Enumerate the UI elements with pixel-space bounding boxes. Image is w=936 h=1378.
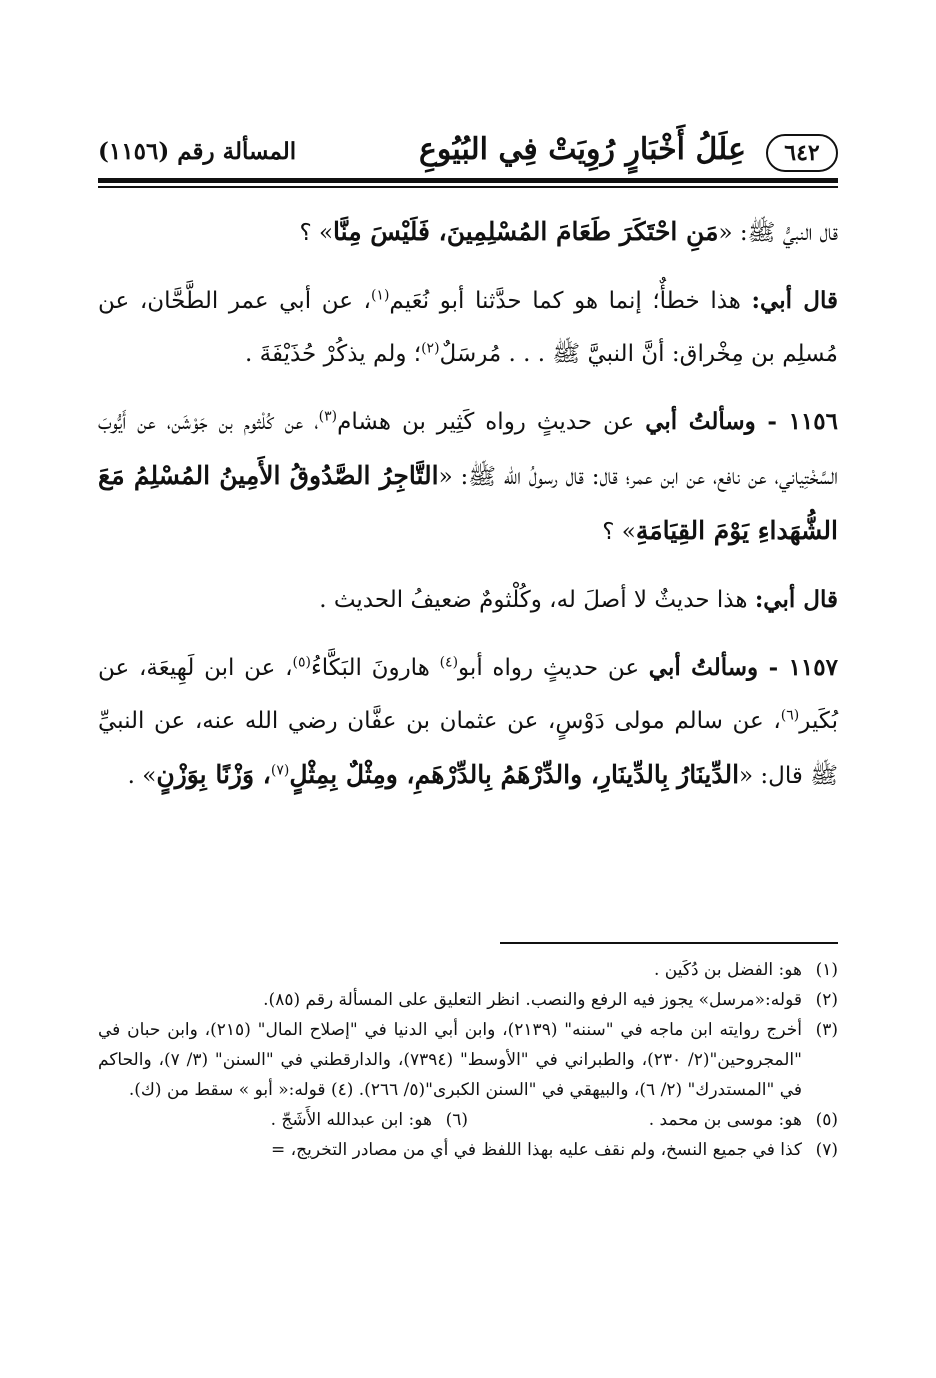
footnote-text: قوله:«مرسل» يجوز فيه الرفع والنصب. انظر التعليق على المسألة رقم (٨٥). xyxy=(263,990,802,1010)
footnote-number: (٧) xyxy=(815,1140,838,1160)
footnote-number: (٦) xyxy=(445,1110,468,1130)
footnote xyxy=(468,1105,838,1135)
footnote-number: (٢) xyxy=(815,990,838,1010)
footnote-number: (٥) xyxy=(815,1110,838,1130)
main-text xyxy=(98,205,838,803)
hadith-text: ، وَزْنًا بِوَزْنٍ xyxy=(156,760,271,789)
speaker-label: قال أبي: xyxy=(754,586,838,613)
body-text: عن حديثٍ رواه كَثِير بن هشام xyxy=(337,409,646,435)
footnotes xyxy=(98,955,838,1165)
header-rule-thin xyxy=(98,186,838,188)
footnote-ref: (٦) xyxy=(780,707,800,724)
body-text: ، عن أبي عمر الطَّحَّان، عن مُسلِم بن مِخْراق: أنَّ النبيَّ ﷺ . . . مُرسَلٌ xyxy=(98,288,838,367)
body-text: ، عن سالم مولى دَوْسٍ، عن عثمان بن عفَّان رضي الله عنه، عن النبيِّ ﷺ قال: « xyxy=(98,708,838,789)
footnote xyxy=(98,1015,838,1105)
footnote xyxy=(98,985,838,1015)
footnote-text: هو: ابن عبدالله الأَشَجّ . xyxy=(270,1110,432,1130)
footnote-text: هو: الفضل بن دُكَين . xyxy=(653,960,802,980)
hadith-text: الدِّينَارُ بِالدِّينَارِ، والدِّرْهَمُ بِالدِّرْهَمِ، ومِثْلٌ بِمِثْلٍ xyxy=(289,760,740,789)
footnote-text: كذا في جميع النسخ، ولم نقف عليه بهذا اللفظ في أي من مصادر التخريج، = xyxy=(271,1140,802,1160)
footnote-ref: (١) xyxy=(370,287,390,304)
footnote xyxy=(98,955,838,985)
paragraph-3 xyxy=(98,395,838,559)
body-text: ، عن كُلْثوم بن جَوْشَن، عن أَيُّوبَ السَّخْتِياني، عن نافع، عن ابن عمر؛ قال: قال رسولُ الله ﷺ: « xyxy=(98,409,838,490)
footnote xyxy=(98,1105,468,1135)
speaker-label: قال أبي: xyxy=(751,287,838,314)
footnote-text: أخرج روايته ابن ماجه في "سننه" (٢١٣٩)، وابن أبي الدنيا في "إصلاح المال" (٢١٥)، وابن حبان في "المجروحين"(٢/ ٢٣٠)، والطبراني في "الأوسط" (٧٣٩٤)، والدارقطني في "السنن" (٣/ ٧)، والحاكم في "المستدرك" (٢/ ٦)، والبيهقي في "السنن الكبرى"(٥/ ٢٦٦). (٤) قوله:« أبو » سقط من (ك). xyxy=(98,1020,802,1100)
hadith-text: التَّاجِرُ الصَّدُوقُ الأَمِينُ المُسْلِمُ مَعَ الشُّهَداءِ يَوْمَ القِيَامَةِ xyxy=(98,461,838,545)
page-header xyxy=(98,120,838,176)
footnote-row xyxy=(98,1105,838,1135)
footnote-ref: (٤) xyxy=(439,654,459,671)
body-text: هارونَ البَكَّاءُ xyxy=(310,655,440,681)
paragraph-1 xyxy=(98,205,838,260)
body-text: عن حديثٍ رواه أبو xyxy=(458,655,649,681)
book-title: عِلَلُ أَخْبَارٍ رُوِيَتْ فِي البُيُوعِ xyxy=(419,132,746,167)
body-text: ؛ ولم يذكُرْ حُذَيْفَةَ . xyxy=(245,341,422,367)
body-text: ، عن ابن لَهِيعَة، عن بُكَير xyxy=(98,655,838,734)
closing-text: » ؟ xyxy=(602,519,636,545)
footnote-ref: (٥) xyxy=(292,654,311,671)
footnote-number: (١) xyxy=(815,960,838,980)
closing-text: » . xyxy=(127,763,157,789)
page-number: ٦٤٢ xyxy=(766,134,838,172)
paragraph-5 xyxy=(98,641,838,803)
footnote-ref: (٧) xyxy=(270,762,290,779)
hadith-text: مَنِ احْتَكَرَ طَعَامَ المُسْلِمِينَ، فَلَيْسَ مِنَّا xyxy=(333,217,719,246)
footnote-text: هو: موسى بن محمد . xyxy=(648,1110,802,1130)
footnote-ref: (٣) xyxy=(318,408,338,425)
footnote-separator xyxy=(500,942,838,944)
issue-label: المسألة رقم (١١٥٦) xyxy=(98,138,297,165)
closing-text: » ؟ xyxy=(299,220,334,246)
paragraph-2 xyxy=(98,274,838,381)
question-label: ١١٥٧ - وسألتُ أبي xyxy=(648,654,838,681)
header-rule-thick xyxy=(98,178,838,183)
footnote xyxy=(98,1135,838,1165)
intro-text: قال النبيُّ ﷺ: « xyxy=(718,220,838,246)
body-text: هذا حديثٌ لا أصلَ له، وكُلْثومٌ ضعيفُ الحديث . xyxy=(319,587,755,613)
body-text: هذا خطأٌ؛ إنما هو كما حدَّثنا أبو نُعَيم xyxy=(389,288,752,314)
footnote-ref: (٢) xyxy=(421,340,440,357)
footnote-number: (٣) xyxy=(815,1020,838,1040)
question-label: ١١٥٦ - وسألتُ أبي xyxy=(645,408,838,435)
paragraph-4 xyxy=(98,573,838,627)
